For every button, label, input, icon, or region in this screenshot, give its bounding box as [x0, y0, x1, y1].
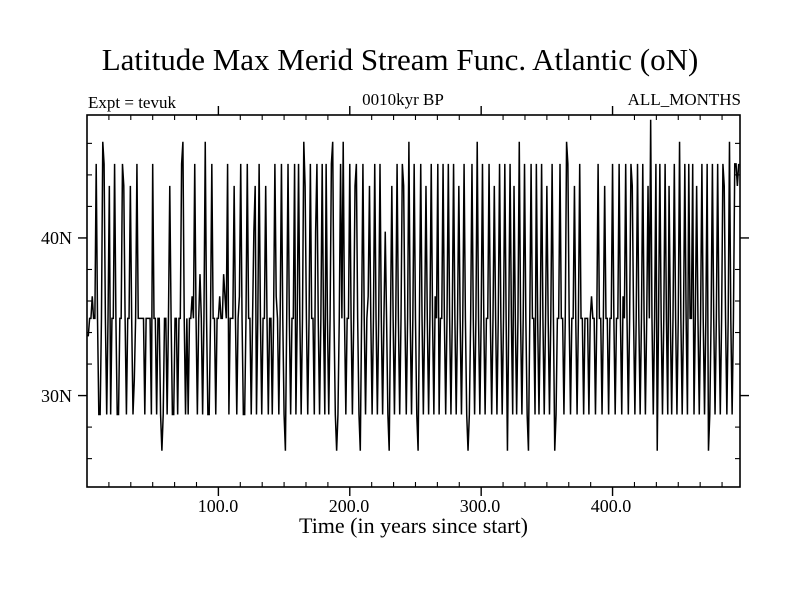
months-annotation: ALL_MONTHS [627, 90, 741, 109]
x-axis-title: Time (in years since start) [299, 513, 528, 538]
x-tick-label-400: 400.0 [590, 496, 632, 516]
x-tick-label-300: 300.0 [459, 496, 501, 516]
x-tick-label-200: 200.0 [328, 496, 370, 516]
data-trace [87, 120, 739, 451]
x-tick-label-100: 100.0 [197, 496, 239, 516]
y-tick-label-30n: 30N [41, 386, 72, 406]
experiment-annotation: Expt = tevuk [88, 93, 176, 112]
y-tick-label-40n: 40N [41, 228, 72, 248]
time-slice-annotation: 0010kyr BP [362, 90, 444, 109]
chart-title: Latitude Max Merid Stream Func. Atlantic (oN) [101, 42, 699, 77]
